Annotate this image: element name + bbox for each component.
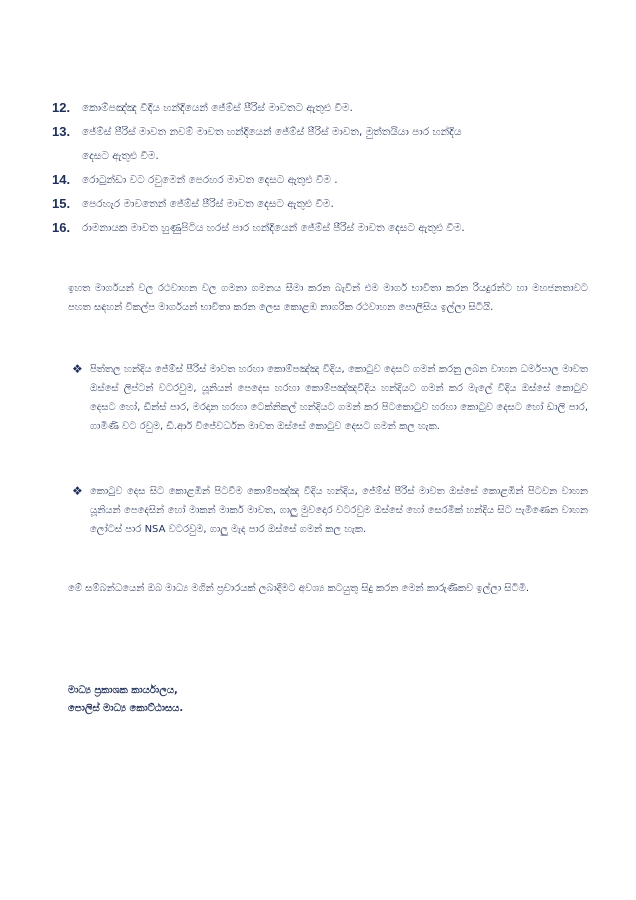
diamond-bullet-icon: ❖ [72,362,83,376]
numbered-list [52,96,592,240]
item-text [82,216,592,240]
list-item [52,96,592,120]
item-text-continuation: දෙසට ඇතුළු වීම. [82,150,159,162]
list-item [52,216,592,240]
closing-paragraph: මේ සම්බන්ධයෙන් ඔබ මාධ්‍ය මගින් ප්‍රචාරයක් ලබාදීමට අවශ්‍ය කටයුතු සිදු කරන මෙන් කාරුණිකව ඉල්ලා සිටිමි. [68,583,530,594]
list-item [52,168,592,192]
item-number: 14. [52,172,71,187]
item-text [82,120,592,168]
item-number: 15. [52,196,71,211]
list-item [52,120,592,168]
item-text-line: පෙරහැර මාවතෙන් ජේම්ස් පීරිස් මාවත දෙසට ඇතුළු වීම. [82,198,334,210]
item-text [82,168,592,192]
bullet-text: කොටුව දෙස සිට කොළඹින් පිටවීම කොම්පඤ්ඤ වීදිය හන්දිය, ජේම්ස් පීරිස් මාවත ඔස්සේ කොළඹින් පිටවන වාහන යූනියන් පෙදෙසින් හෝ මාකන් මාකර් මාවත, ගාලු මුවදොර වටරවුම ඔස්සේ හෝ සෙරමික් හන්දිය සිට පැමිණෙන වාහන ලෝටස් පාර NSA වටරවුම, ගාලු මැද පාර ඔස්සේ ගමන් කල හැක. [90,486,588,535]
item-number: 13. [52,124,71,139]
item-text-line: රාමනායක මාවත හුණුපිටිය හරස් පාර හන්දියෙන් ජේම්ස් පීරිස් මාවත දෙසට ඇතුළු වීම. [82,222,465,234]
intro-paragraph: ඉහත මාර්ගයන් වල රථවාහන වල ගමනා ගමනය සීමා කරන බැවින් එම මාර්ග භාවිතා කරන රියදුරන්ට හා මහජනතාවට පහත සඳහන් විකල්ප මාර්ගයන් භාවිතා කරන ලෙස කොළඹ නාගරික රථවාහන පොලිසිය ඉල්ලා සිටියි. [68,283,588,313]
item-number: 16. [52,220,71,235]
bullet-item [72,482,588,539]
item-text-line: රොටුන්ඩා වට රවුමෙන් පෙරහර මාවත දෙසට ඇතුළු වීම . [82,174,338,186]
diamond-bullet-icon: ❖ [72,484,83,498]
list-item [52,192,592,216]
signature-block [68,682,368,718]
bullet-text: පිත්තල හන්දිය ජේම්ස් පීරිස් මාවත හරහා කොම්පඤ්ඤ වීදිය, කොටුව දෙසට ගමන් කරනු ලබන වාහන ධර්මපාල මාවත ඔස්සේ ලිප්ටන් වටරවුම, යූනියන් පෙදෙස හරහා කොම්පඤ්ඤවීදිය හන්දියට ගමන් කර මැලේ වීදිය ඔස්සේ කොටුව දෙසට හෝ, ඩීන්ස් පාර, මරදාන හරහා ටෙක්නිකල් හන්දියට ගමන් කර පිටකොටුව හරහා කොටුව දෙසට හෝ ඩාලි පාර, ගාමිණි වට රවුම, ඩී.ආර් විජේවර්ධන මාවත ඔස්සේ කොටුව දෙසට ගමන් කල හැක. [90,364,588,432]
signature-office: මාධ්‍ය ප්‍රකාශක කාර්යාලය, [68,685,178,696]
bullet-item [72,360,588,436]
item-text [82,192,592,216]
item-text-line: කොම්පඤ්ඤ වීදිය හන්දියෙන් ජේම්ස් පීරිස් මාවතට ඇතුළු වීම. [82,102,353,114]
item-number: 12. [52,100,71,115]
signature-division: පොලිස් මාධ්‍ය කොට්ඨාසය. [68,703,184,714]
item-text-line: ජේම්ස් පීරිස් මාවත නවම් මාවත හන්දියෙන් ජේම්ස් පීරිස් මාවත, මුත්තයියා පාර හන්දිය [82,126,462,138]
item-text [82,96,592,120]
